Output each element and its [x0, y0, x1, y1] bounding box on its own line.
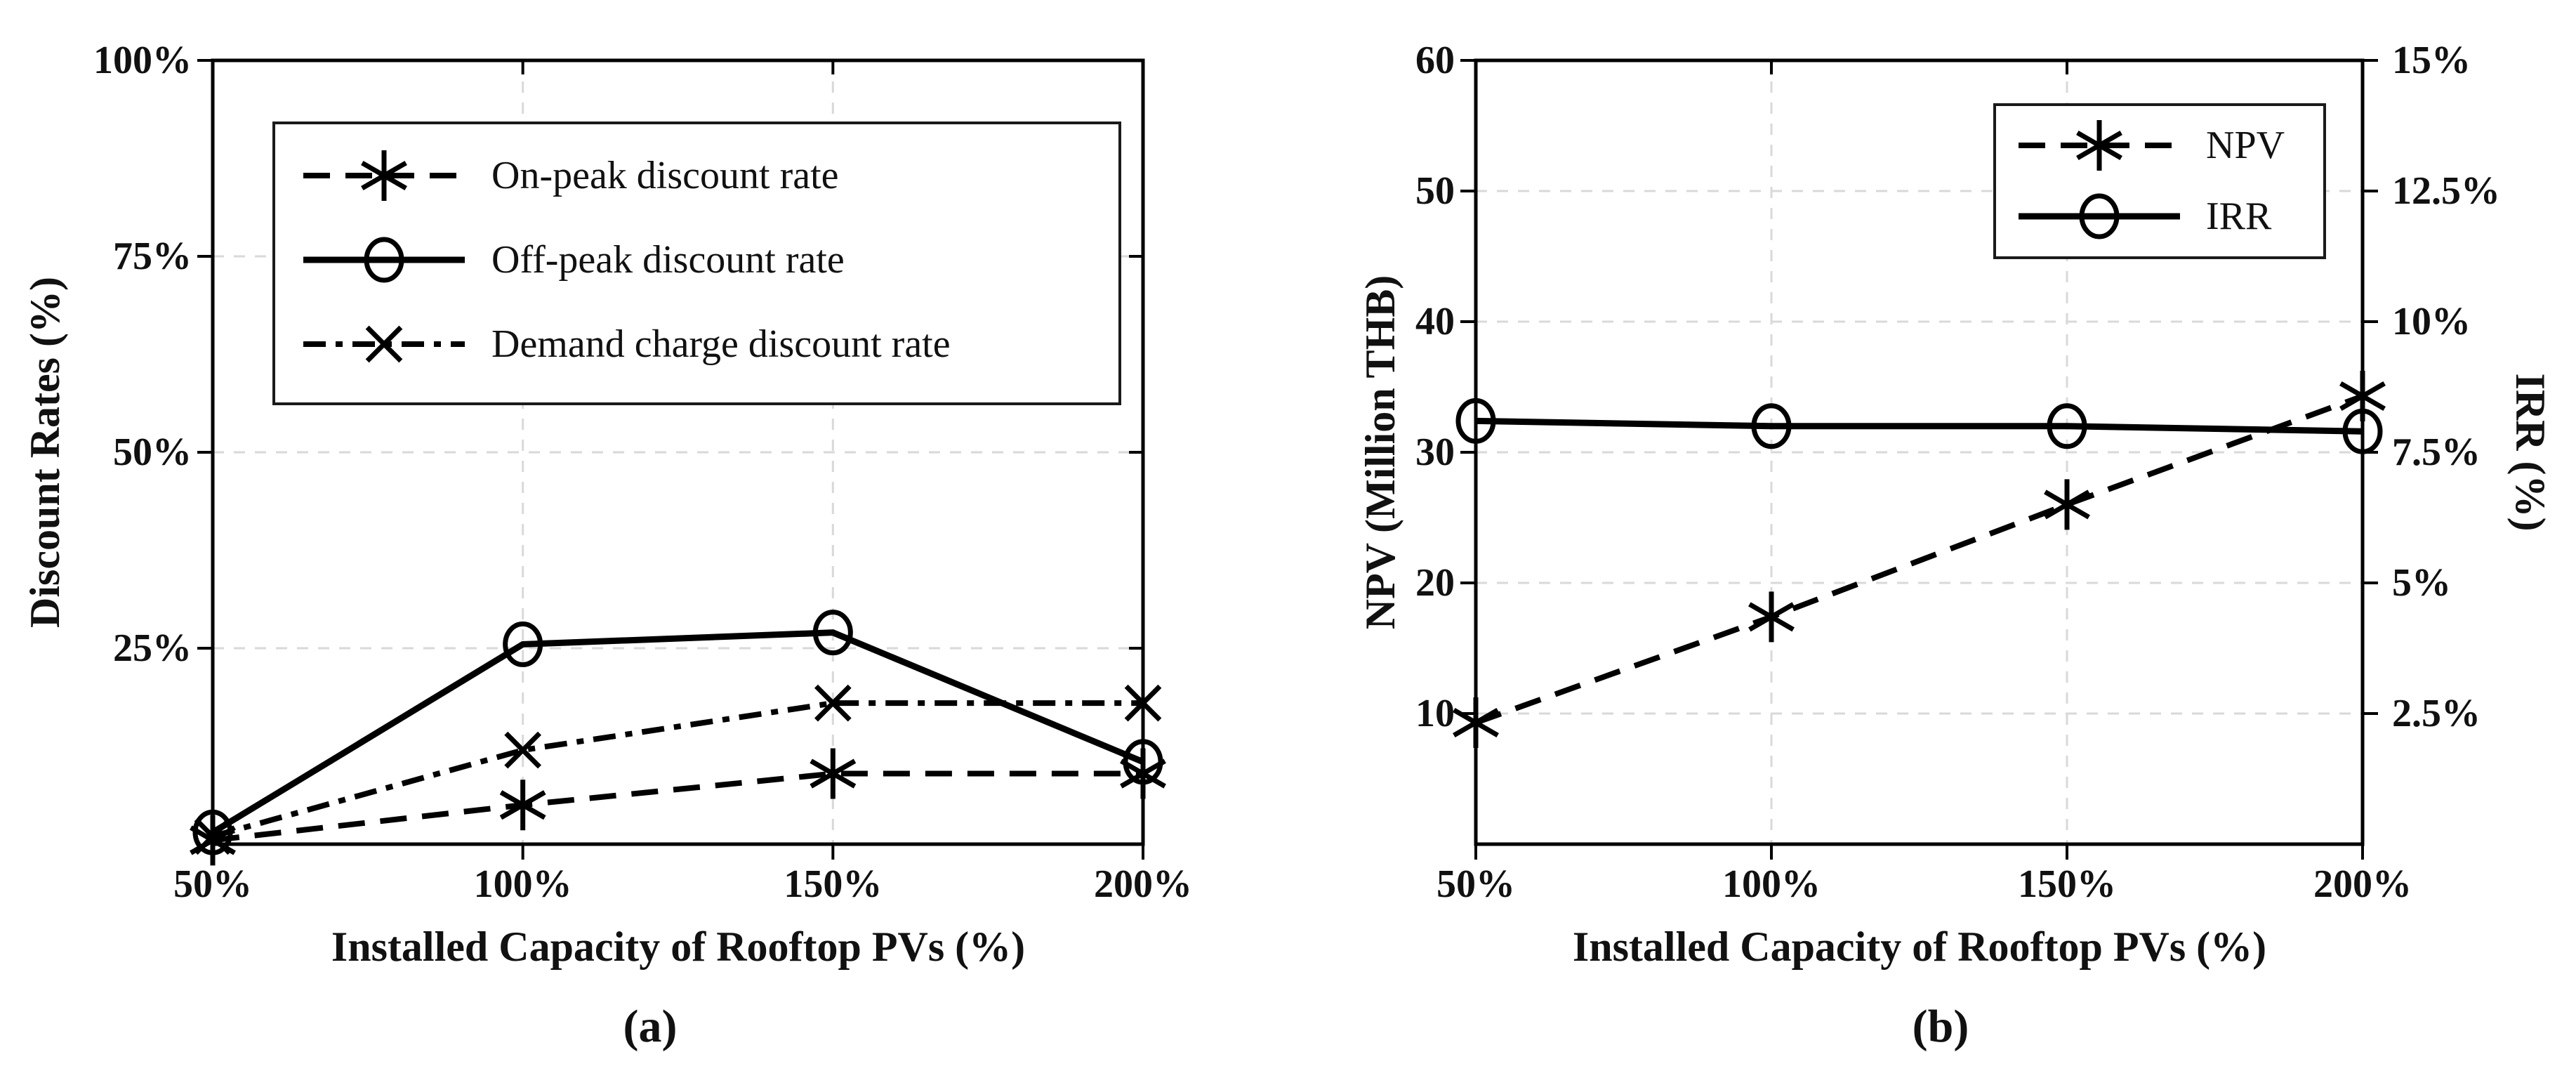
- svg-text:50%: 50%: [1436, 862, 1515, 907]
- svg-text:5%: 5%: [2392, 561, 2451, 605]
- svg-text:Installed Capacity of Rooftop: Installed Capacity of Rooftop PVs (%): [331, 924, 1026, 970]
- caption-a: (a): [623, 1001, 678, 1052]
- legend-a: [274, 123, 1120, 404]
- svg-text:IRR: IRR: [2206, 195, 2272, 238]
- axes-b: [1415, 39, 2500, 906]
- chart-panel-b: [1357, 39, 2554, 970]
- series-on-peak-discount-rate: [191, 749, 1165, 866]
- svg-text:25%: 25%: [113, 626, 192, 670]
- svg-text:Demand charge discount rate: Demand charge discount rate: [491, 322, 951, 366]
- svg-text:150%: 150%: [784, 862, 883, 907]
- svg-text:40: 40: [1415, 300, 1455, 343]
- svg-text:75%: 75%: [113, 235, 192, 278]
- svg-text:15%: 15%: [2392, 39, 2471, 82]
- svg-text:10%: 10%: [2392, 300, 2471, 343]
- svg-text:20: 20: [1415, 561, 1455, 605]
- svg-text:100%: 100%: [1722, 862, 1821, 907]
- svg-text:50: 50: [1415, 169, 1455, 213]
- svg-text:NPV (Million THB): NPV (Million THB): [1357, 275, 1403, 630]
- svg-text:Installed Capacity of Rooftop: Installed Capacity of Rooftop PVs (%): [1572, 924, 2267, 970]
- svg-text:On-peak discount rate: On-peak discount rate: [491, 154, 839, 197]
- svg-text:10: 10: [1415, 692, 1455, 735]
- svg-text:100%: 100%: [473, 862, 572, 907]
- svg-text:12.5%: 12.5%: [2392, 169, 2500, 213]
- legend-b: [1995, 105, 2325, 258]
- svg-text:60: 60: [1415, 39, 1455, 82]
- svg-text:2.5%: 2.5%: [2392, 692, 2481, 735]
- svg-text:200%: 200%: [1094, 862, 1192, 907]
- chart-panel-a: [22, 39, 1192, 970]
- svg-text:7.5%: 7.5%: [2392, 431, 2481, 474]
- asterisk-marker: [1750, 591, 1793, 642]
- series-irr: [1458, 400, 2380, 452]
- svg-text:50%: 50%: [113, 431, 192, 474]
- svg-text:200%: 200%: [2313, 862, 2412, 907]
- svg-text:50%: 50%: [173, 862, 252, 907]
- svg-text:Off-peak discount rate: Off-peak discount rate: [491, 238, 845, 282]
- svg-text:NPV: NPV: [2206, 124, 2285, 167]
- svg-text:150%: 150%: [2018, 862, 2116, 907]
- svg-text:IRR (%): IRR (%): [2507, 373, 2554, 532]
- svg-text:30: 30: [1415, 431, 1455, 474]
- asterisk-marker: [2045, 479, 2089, 530]
- svg-text:100%: 100%: [93, 39, 192, 82]
- svg-text:Discount Rates (%): Discount Rates (%): [22, 277, 68, 628]
- caption-b: (b): [1912, 1001, 1969, 1052]
